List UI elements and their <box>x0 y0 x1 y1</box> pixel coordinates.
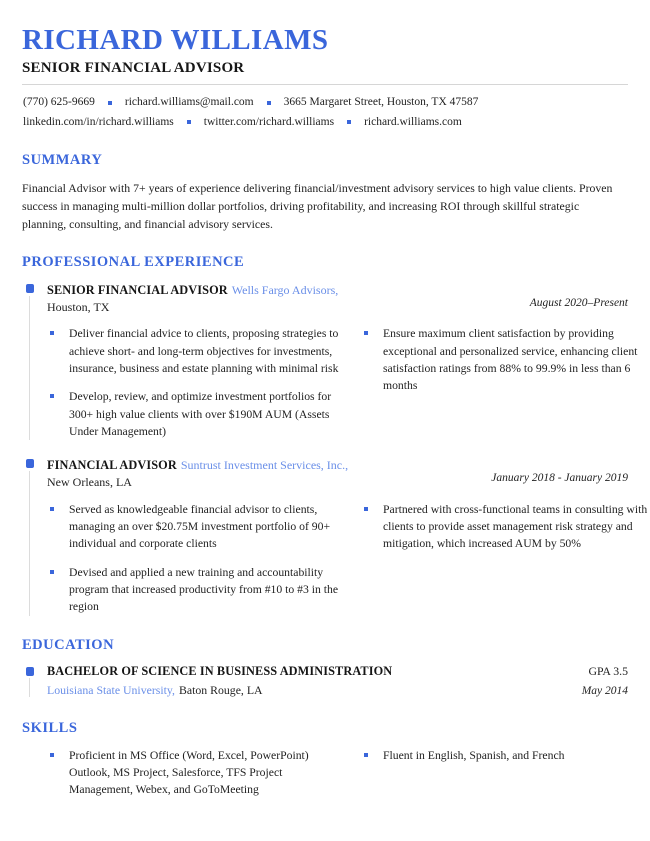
education-degree-row <box>47 664 628 679</box>
section-title-education: EDUCATION <box>22 636 115 653</box>
education-entry <box>22 664 628 699</box>
experience-bullets-left <box>47 501 343 616</box>
education-school: Louisiana State University, <box>47 682 175 697</box>
experience-entry <box>22 456 648 615</box>
bullet-square-icon <box>50 570 54 574</box>
contact-phone: (770) 625-9669 <box>23 96 95 109</box>
contact-address: 3665 Margaret Street, Houston, TX 47587 <box>283 96 479 109</box>
experience-job-title: SENIOR FINANCIAL ADVISOR <box>47 282 228 297</box>
experience-bullet-text: Partnered with cross-functional teams in consulting with clients to provide asset management risk strategy and mitigation, which increased AUM by 50% <box>383 502 648 551</box>
education-school-location: Baton Rouge, LA <box>179 682 263 697</box>
bullet-square-icon <box>364 331 368 335</box>
contact-website[interactable]: richard.williams.com <box>364 115 462 128</box>
experience-company: Suntrust Investment Services, Inc., <box>180 458 349 473</box>
experience-bullet <box>361 501 650 553</box>
experience-company: Wells Fargo Advisors, <box>231 282 339 297</box>
experience-bullet <box>47 388 343 440</box>
experience-job-title: FINANCIAL ADVISOR <box>47 458 177 473</box>
experience-bullets-left <box>47 325 343 440</box>
bullet-square-icon <box>50 394 54 398</box>
experience-bullet <box>47 564 343 616</box>
entry-timeline-icon <box>29 471 30 615</box>
contact-email[interactable]: richard.williams@mail.com <box>124 96 254 109</box>
skill-text: Fluent in English, Spanish, and French <box>383 748 565 762</box>
header-divider <box>22 84 628 85</box>
separator-square-icon <box>108 101 112 105</box>
contact-linkedin[interactable]: linkedin.com/in/richard.williams <box>23 115 174 128</box>
section-skills <box>22 720 628 799</box>
section-title-summary: SUMMARY <box>22 151 103 168</box>
experience-bullet-text: Served as knowledgeable financial advisor to clients, managing an over $20.75M investment portfolio of 90+ individual and corporate clients <box>69 502 331 551</box>
bullet-square-icon <box>364 753 368 757</box>
candidate-headline: SENIOR FINANCIAL ADVISOR <box>22 60 245 77</box>
section-experience <box>22 253 648 616</box>
skills-left-column <box>47 747 343 799</box>
experience-entry-identity <box>47 456 348 491</box>
experience-bullet-columns <box>47 501 648 616</box>
experience-entry <box>22 281 638 440</box>
experience-bullet <box>361 325 650 394</box>
skills-right-column <box>361 747 650 799</box>
experience-location: New Orleans, LA <box>47 475 132 490</box>
bullet-square-icon <box>364 507 368 511</box>
contact-twitter[interactable]: twitter.com/richard.williams <box>203 115 335 128</box>
separator-square-icon <box>267 101 271 105</box>
section-education <box>22 637 628 699</box>
section-title-skills: SKILLS <box>22 719 78 736</box>
entry-marker-icon <box>26 284 34 293</box>
skills-columns <box>22 747 628 799</box>
contact-row-1 <box>22 94 628 111</box>
education-gpa: GPA 3.5 <box>588 663 628 678</box>
experience-date-range: August 2020–Present <box>529 296 628 309</box>
separator-square-icon <box>187 120 191 124</box>
experience-bullet <box>47 501 343 553</box>
bullet-square-icon <box>50 331 54 335</box>
education-school-row <box>47 681 628 699</box>
experience-bullet-columns <box>47 325 638 440</box>
bullet-square-icon <box>50 507 54 511</box>
bullet-square-icon <box>50 753 54 757</box>
experience-location: Houston, TX <box>47 299 110 314</box>
entry-marker-icon <box>26 459 34 468</box>
education-date: May 2014 <box>581 684 628 697</box>
experience-bullet-text: Deliver financial advice to clients, proposing strategies to achieve short- and long-term objectives for investments, insurance, business and estate planning with minimal risk <box>69 327 339 375</box>
section-title-experience: PROFESSIONAL EXPERIENCE <box>22 253 245 270</box>
experience-entry-identity <box>47 281 338 316</box>
experience-bullets-right <box>361 325 650 440</box>
experience-bullet <box>47 325 343 377</box>
resume-header <box>22 24 628 131</box>
experience-bullet-text: Develop, review, and optimize investment portfolios for 300+ high value clients with over $190M AUM (Assets Under Management) <box>69 390 332 438</box>
section-summary <box>22 152 628 233</box>
entry-timeline-icon <box>29 678 30 697</box>
skill-text: Proficient in MS Office (Word, Excel, PowerPoint) Outlook, MS Project, Salesforce, TFS Project Management, Webex, and GoToMeeting <box>69 748 309 797</box>
separator-square-icon <box>347 120 351 124</box>
entry-marker-icon <box>26 667 34 676</box>
experience-bullet-text: Devised and applied a new training and accountability program that increased productivity from #10 to #3 in the region <box>69 565 339 614</box>
experience-date-range: January 2018 - January 2019 <box>491 472 628 485</box>
experience-entry-header <box>47 456 628 491</box>
contact-row-2 <box>22 114 628 131</box>
skill-item <box>47 747 343 799</box>
experience-bullets-right <box>361 501 650 616</box>
education-degree: BACHELOR OF SCIENCE IN BUSINESS ADMINISTRATION <box>47 663 393 678</box>
education-school-group <box>47 681 263 699</box>
summary-text: Financial Advisor with 7+ years of experience delivering financial/investment advisory services to high value clients. Proven success in managing multi-million dollar portfolios, driving profitability, and increasing ROI through skillful strategic planning, consulting, and financial advisory services. <box>22 180 613 231</box>
entry-timeline-icon <box>29 296 30 440</box>
skill-item <box>361 747 650 764</box>
experience-entry-header <box>47 281 628 316</box>
experience-bullet-text: Ensure maximum client satisfaction by providing exceptional and personalized service, enhancing client satisfaction ratings from 88% to 99.9% in less than 6 months <box>383 327 638 393</box>
candidate-name: RICHARD WILLIAMS <box>22 24 329 56</box>
